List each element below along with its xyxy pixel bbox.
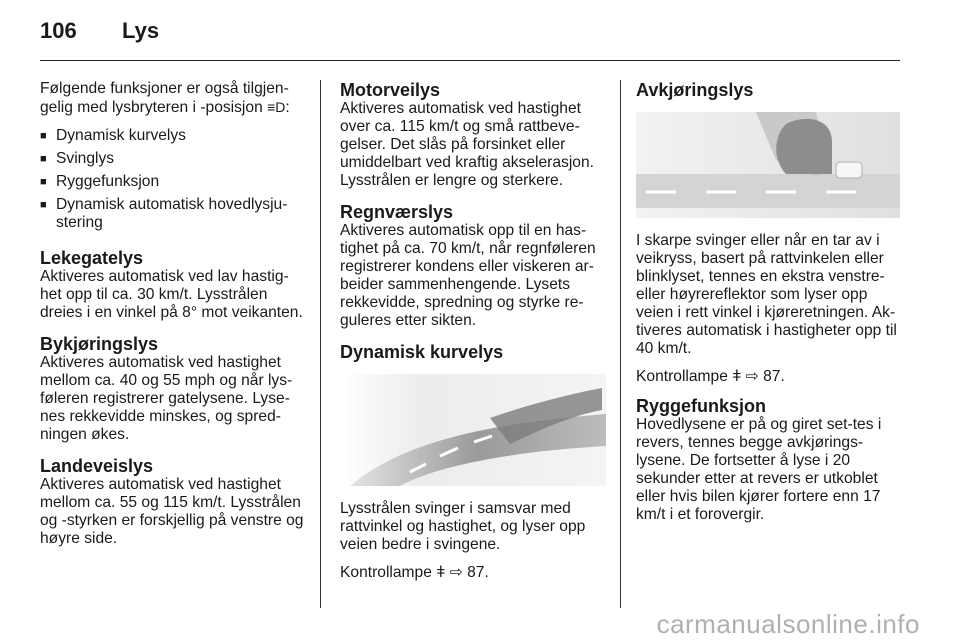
page-header xyxy=(40,18,159,48)
section-text: Aktiveres automatisk ved hastighet over ca. 115 km/t og små rattbeve-gelser. Det slås på forsinket eller umiddelbart ved kraftig akselerasjon. Lysstrålen er lengre og sterkere. xyxy=(340,100,594,189)
turning-light-illustration xyxy=(636,112,900,218)
control-lamp-line xyxy=(340,564,608,582)
section-heading: Landeveislys xyxy=(40,456,154,476)
control-lamp-label: Kontrollampe xyxy=(340,564,432,581)
section-landeveislys xyxy=(40,456,308,548)
list-item: ■ Svinglys xyxy=(40,150,308,168)
column-3 xyxy=(636,80,906,534)
section-text: Aktiveres automatisk opp til en has-tighet på ca. 70 km/t, når regnføleren registrerer kondens eller viskeren ar-beider sammenhengende. Lysets rekkevidde, spredning og styrke re-guleres etter sikten. xyxy=(340,222,596,329)
dynamic-curve-text: Lysstrålen svinger i samsvar med rattvinkel og hastighet, og lyser opp veien bedre i svingene. xyxy=(340,500,586,553)
watermark: carmanualsonline.info xyxy=(656,609,920,639)
page-ref: 87. xyxy=(763,368,785,385)
warning-lamp-icon: ǂ xyxy=(436,564,446,581)
auto-light-icon: ≡D xyxy=(267,99,286,115)
dynamic-curve-heading: Dynamisk kurvelys xyxy=(340,342,504,362)
page-title: Lys xyxy=(122,18,160,43)
page-ref-icon: ⇨ xyxy=(449,564,463,581)
section-motorveilys xyxy=(340,80,608,190)
section-bykjoringslys xyxy=(40,334,308,444)
intro-text: Følgende funksjoner er også tilgjen-gelig med lysbryteren i -posisjon xyxy=(40,80,289,116)
control-lamp-label: Kontrollampe xyxy=(636,368,728,385)
page-ref-icon: ⇨ xyxy=(745,368,759,385)
turning-light-heading: Avkjøringslys xyxy=(636,80,754,100)
feature-list xyxy=(40,127,308,232)
reverse-function-heading: Ryggefunksjon xyxy=(636,396,767,416)
intro-suffix: : xyxy=(285,99,290,116)
section-heading: Lekegatelys xyxy=(40,248,144,268)
section-text: Aktiveres automatisk ved hastighet mellom ca. 55 og 115 km/t. Lysstrålen og -styrken er forskjellig på venstre og høyre side. xyxy=(40,476,304,547)
list-item: ■ Dynamisk automatisk hovedlysju-stering xyxy=(40,196,308,232)
reverse-function-text: Hovedlysene er på og giret set-tes i revers, tennes begge avkjørings-lysene. De fortsetter å lyse i 20 sekunder etter at revers er utkoblet eller hvis bilen kjører fortere enn 17 km/t i et forovergir. xyxy=(636,416,882,523)
column-2 xyxy=(340,80,608,592)
intro-paragraph xyxy=(40,80,308,117)
warning-lamp-icon: ǂ xyxy=(732,368,742,385)
section-heading: Bykjøringslys xyxy=(40,334,159,354)
section-heading: Motorveilys xyxy=(340,80,441,100)
page-ref: 87. xyxy=(467,564,489,581)
turning-light-text: I skarpe svinger eller når en tar av i veikryss, basert på rattvinkelen eller blinklyset, tennes en ekstra venstre- eller høyrereflektor som lyser opp veien i rett vinkel i kjøreretningen. Ak-tiveres automatisk i hastigheter opp til 40 km/t. xyxy=(636,232,897,357)
curve-light-illustration xyxy=(340,374,606,486)
list-item: ■ Dynamisk kurvelys xyxy=(40,127,308,145)
section-heading: Regnværslys xyxy=(340,202,454,222)
column-divider-2 xyxy=(620,80,621,608)
section-regnvaerslys xyxy=(340,202,608,330)
section-text: Aktiveres automatisk ved hastighet mellom ca. 40 og 55 mph og når lys-føleren registrerer gatelysene. Lyse-nes rekkevidde minskes, og spred-ningen økes. xyxy=(40,354,293,443)
list-item: ■ Ryggefunksjon xyxy=(40,173,308,191)
column-1 xyxy=(40,80,308,560)
section-text: Aktiveres automatisk ved lav hastig-het opp til ca. 30 km/t. Lysstrålen dreies i en vinkel på 8° mot veikanten. xyxy=(40,268,303,321)
section-lekegatelys xyxy=(40,248,308,322)
column-divider-1 xyxy=(320,80,321,608)
page-number: 106 xyxy=(40,18,77,43)
control-lamp-line xyxy=(636,368,906,386)
header-rule xyxy=(40,60,900,61)
